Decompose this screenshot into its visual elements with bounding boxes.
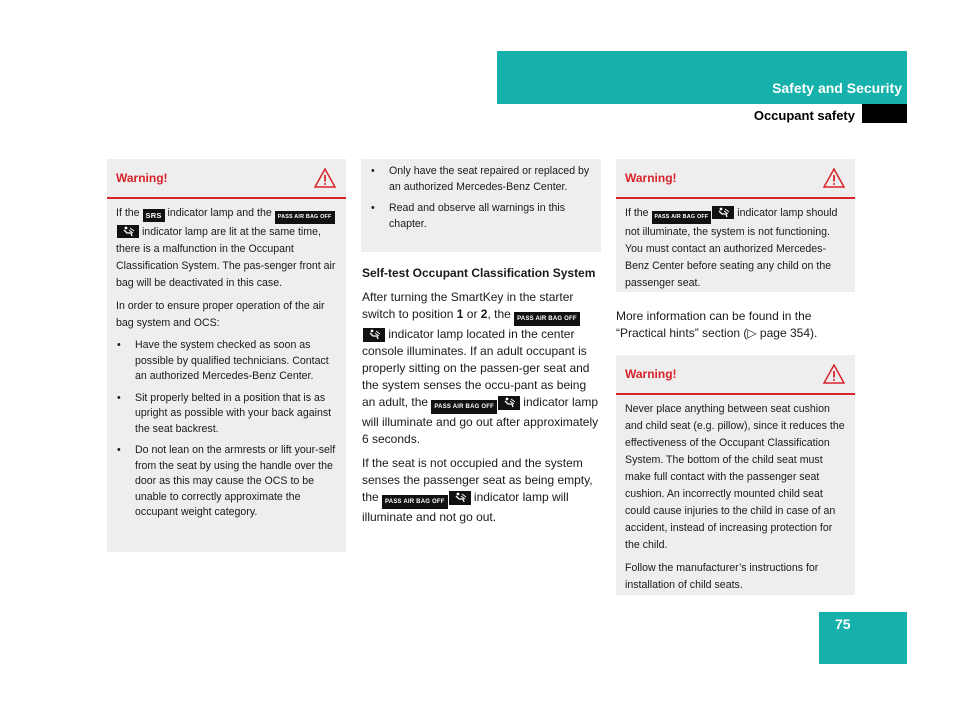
text: or [466,307,478,321]
warning-body [616,199,855,306]
header-band [497,51,907,104]
warning-triangle-icon [823,168,845,188]
warning-paragraph: Follow the manufacturer’s instructions for installation of child seats. [625,562,819,591]
section-title: Safety and Security [772,80,902,96]
warning-label: Warning! [116,171,168,185]
list-item: • Sit properly belted in a position that is as upright as possible with your back against the seat backrest. [116,391,337,438]
warning-body [616,395,855,608]
srs-badge: SRS [143,209,165,222]
text: After turning the SmartKey in the starter switch to position [362,290,574,321]
right-warning-box-2 [616,355,855,595]
pass-air-bag-off-badge: PASS AIR BAG OFF [275,211,335,224]
warning-list [116,338,337,521]
paragraph [362,289,602,448]
text: indicator lamp will illuminate and not go out. [362,490,569,524]
right-warning-box-1 [616,159,855,292]
text: indicator lamp and the [167,207,272,219]
list-item: • Only have the seat repaired or replaced by an authorized Mercedes-Benz Center. [370,164,592,195]
page-number: 75 [835,616,851,632]
text: If the seat is not occupied and the system senses the passenger seat as being empty, the [362,456,593,504]
pass-air-bag-off-badge: PASS AIR BAG OFF [382,495,448,509]
text: indicator lamp will illuminate and go out after approximately 6 seconds. [362,395,599,446]
list-item: • Read and observe all warnings in this chapter. [370,201,592,232]
text: indicator lamp located in the center console illuminates. If an adult occupant is properly sitting on the passen-ger seat and the system senses the occu-pant as being an adult, the [362,327,590,409]
child-seat-icon [498,396,520,410]
section-subtitle: Occupant safety [753,108,855,123]
text: , the [487,307,511,321]
warning-paragraph: Never place anything between seat cushion and child seat (e.g. pillow), since it reduces the effectiveness of the Occupant Classification System. The bottom of the child seat must make full contact with the passenger seat cushion. An incorrectly mounted child seat could cause injuries to the child in case of an accident, instead of increasing protection for the child. [625,403,845,551]
pass-air-bag-off-badge: PASS AIR BAG OFF [514,312,580,326]
warning-header [107,159,346,199]
section-heading: Self-test Occupant Classification System [362,266,596,280]
page-number-band [819,612,907,664]
text: If the [625,207,649,219]
header-marker [862,104,907,123]
child-seat-icon [449,491,471,505]
list-item: • Have the system checked as soon as possible by qualified technicians. Contact an authorized Mercedes-Benz Center. [116,338,337,385]
left-warning-box [107,159,346,552]
warning-body [107,199,346,535]
position-1: 1 [456,307,464,321]
pass-air-bag-off-badge: PASS AIR BAG OFF [652,211,712,224]
text: indicator lamp are lit at the same time, there is a malfunction in the Occupant Classification System. The pas-senger front air bag will be deactivated in this case. [116,226,336,289]
warning-header [616,159,855,199]
child-seat-icon [117,225,139,238]
self-test-section [362,265,602,533]
warning-paragraph: In order to ensure proper operation of the air bag system and OCS: [116,300,325,329]
child-seat-icon [363,328,385,342]
warning-label: Warning! [625,171,677,185]
text: indicator lamp should not illuminate, the system is not functioning. You must contact an authorized Mercedes-Benz Center before seating any child on the passenger seat. [625,207,838,289]
note-list [370,164,592,232]
child-seat-icon [712,206,734,219]
warning-paragraph [625,205,846,292]
warning-paragraph [116,205,337,292]
list-item: • Do not lean on the armrests or lift your-self from the seat by using the handle over the door as this may cause the OCS to be unable to correctly approximate the occupant weight category. [116,443,337,521]
text: If the [116,207,140,219]
warning-triangle-icon [314,168,336,188]
info-paragraph: More information can be found in the “Practical hints” section (▷ page 354). [616,309,818,340]
warning-header [616,355,855,395]
paragraph [362,455,602,526]
warning-label: Warning! [625,367,677,381]
warning-triangle-icon [823,364,845,384]
position-2: 2 [480,307,488,321]
pass-air-bag-off-badge: PASS AIR BAG OFF [431,400,497,414]
mid-note-box [361,159,601,252]
note-body [361,159,601,246]
